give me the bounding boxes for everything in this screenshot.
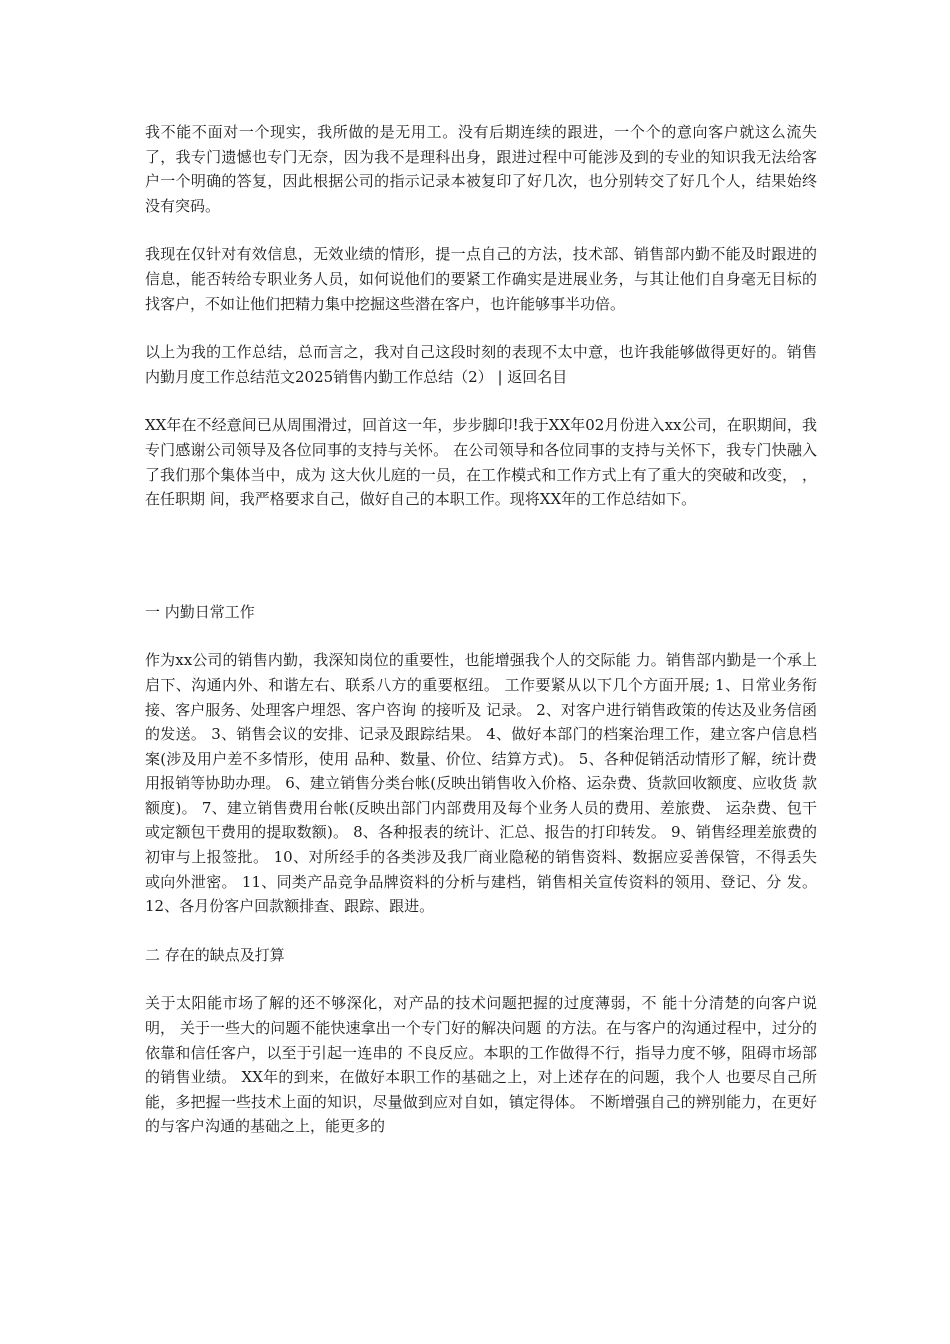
spacer xyxy=(145,536,817,600)
document-page xyxy=(145,120,817,1163)
section-heading-2: 二 存在的缺点及打算 xyxy=(145,945,285,964)
paragraph-1: 我不能不面对一个现实，我所做的是无用工。没有后期连续的跟进，一个个的意向客户就这么流失了，我专门遗憾也专门无奈，因为我不是理科出身，跟进过程中可能涉及到的专业的知识我无法给客户一个明确的答复，因此根据公司的指示记录本被复印了好几次，也分别转交了好几个人，结果始终没有突码。 xyxy=(145,123,817,215)
section-body-1: 作为xx公司的销售内勤，我深知岗位的重要性，也能增强我个人的交际能 力。销售部内勤是一个承上启下、沟通内外、和谐左右、联系八方的重要枢纽。 工作要紧从以下几个方面开展; 1、日常业务衔接、客户服务、处理客户埋怨、客户咨询 的接听及 记录。 2、对客户进行销售政策的传达及业务信函的发送。 3、销售会议的安排、记录及跟踪结果。 4、做好本部门的档案治理工作，建立客户信息档案(涉及用户差不多情形，使用 品种、数量、价位、结算方式)。 5、各种促销活动情形了解，统计费用报销等协助办理。 6、建立销售分类台帐(反映出销售收入价格、运杂费、货款回收额度、应收货 款额度)。 7、建立销售费用台帐(反映出部门内部费用及每个业务人员的费用、差旅费、 运杂费、包干或定额包干费用的提取数额)。 8、各种报表的统计、汇总、报告的打印转发。 9、销售经理差旅费的初审与上报签批。 10、对所经手的各类涉及我厂商业隐秘的销售资料、数据应妥善保管，不得丢失 或向外泄密。 11、同类产品竞争品牌资料的分析与建档，销售相关宣传资料的领用、登记、分 发。 12、各月份客户回款额排查、跟踪、跟进。 xyxy=(145,651,817,916)
section-heading-1: 一 内勤日常工作 xyxy=(145,602,255,621)
paragraph-3: 以上为我的工作总结，总而言之，我对自己这段时刻的表现不太中意，也许我能够做得更好的。销售内勤月度工作总结范文2025销售内勤工作总结（2） | 返回名目 xyxy=(145,343,817,386)
paragraph-2: 我现在仅针对有效信息，无效业绩的情形，提一点自己的方法，技术部、销售部内勤不能及时跟进的信息，能否转给专职业务人员，如何说他们的要紧工作确实是进展业务，与其让他们自身毫无目标的找客户，不如让他们把精力集中挖掘这些潜在客户，也许能够事半功倍。 xyxy=(145,245,817,313)
paragraph-4: XX年在不经意间已从周围滑过，回首这一年，步步脚印!我于XX年02月份进入xx公司，在职期间，我专门感谢公司领导及各位同事的支持与关怀。 在公司领导和各位同事的支持与关怀下，我专门快融入了我们那个集体当中，成为 这大伙儿庭的一员，在工作模式和工作方式上有了重大的突破和改变， ，在任职期 间，我严格要求自己，做好自己的本职工作。现将XX年的工作总结如下。 xyxy=(145,416,817,509)
section-body-2: 关于太阳能市场了解的还不够深化，对产品的技术问题把握的过度薄弱，不 能十分清楚的向客户说明， 关于一些大的问题不能快速拿出一个专门好的解决问题 的方法。在与客户的沟通过程中，过分的依靠和信任客户，以至于引起一连串的 不良反应。本职的工作做得不行，指导力度不够，阻碍市场部的销售业绩。 XX年的到来，在做好本职工作的基础之上，对上述存在的问题，我个人 也要尽自己所能，多把握一些技术上面的知识，尽量做到应对自如，镇定得体。 不断增强自己的辨别能力，在更好的与客户沟通的基础之上，能更多的 xyxy=(145,994,817,1136)
